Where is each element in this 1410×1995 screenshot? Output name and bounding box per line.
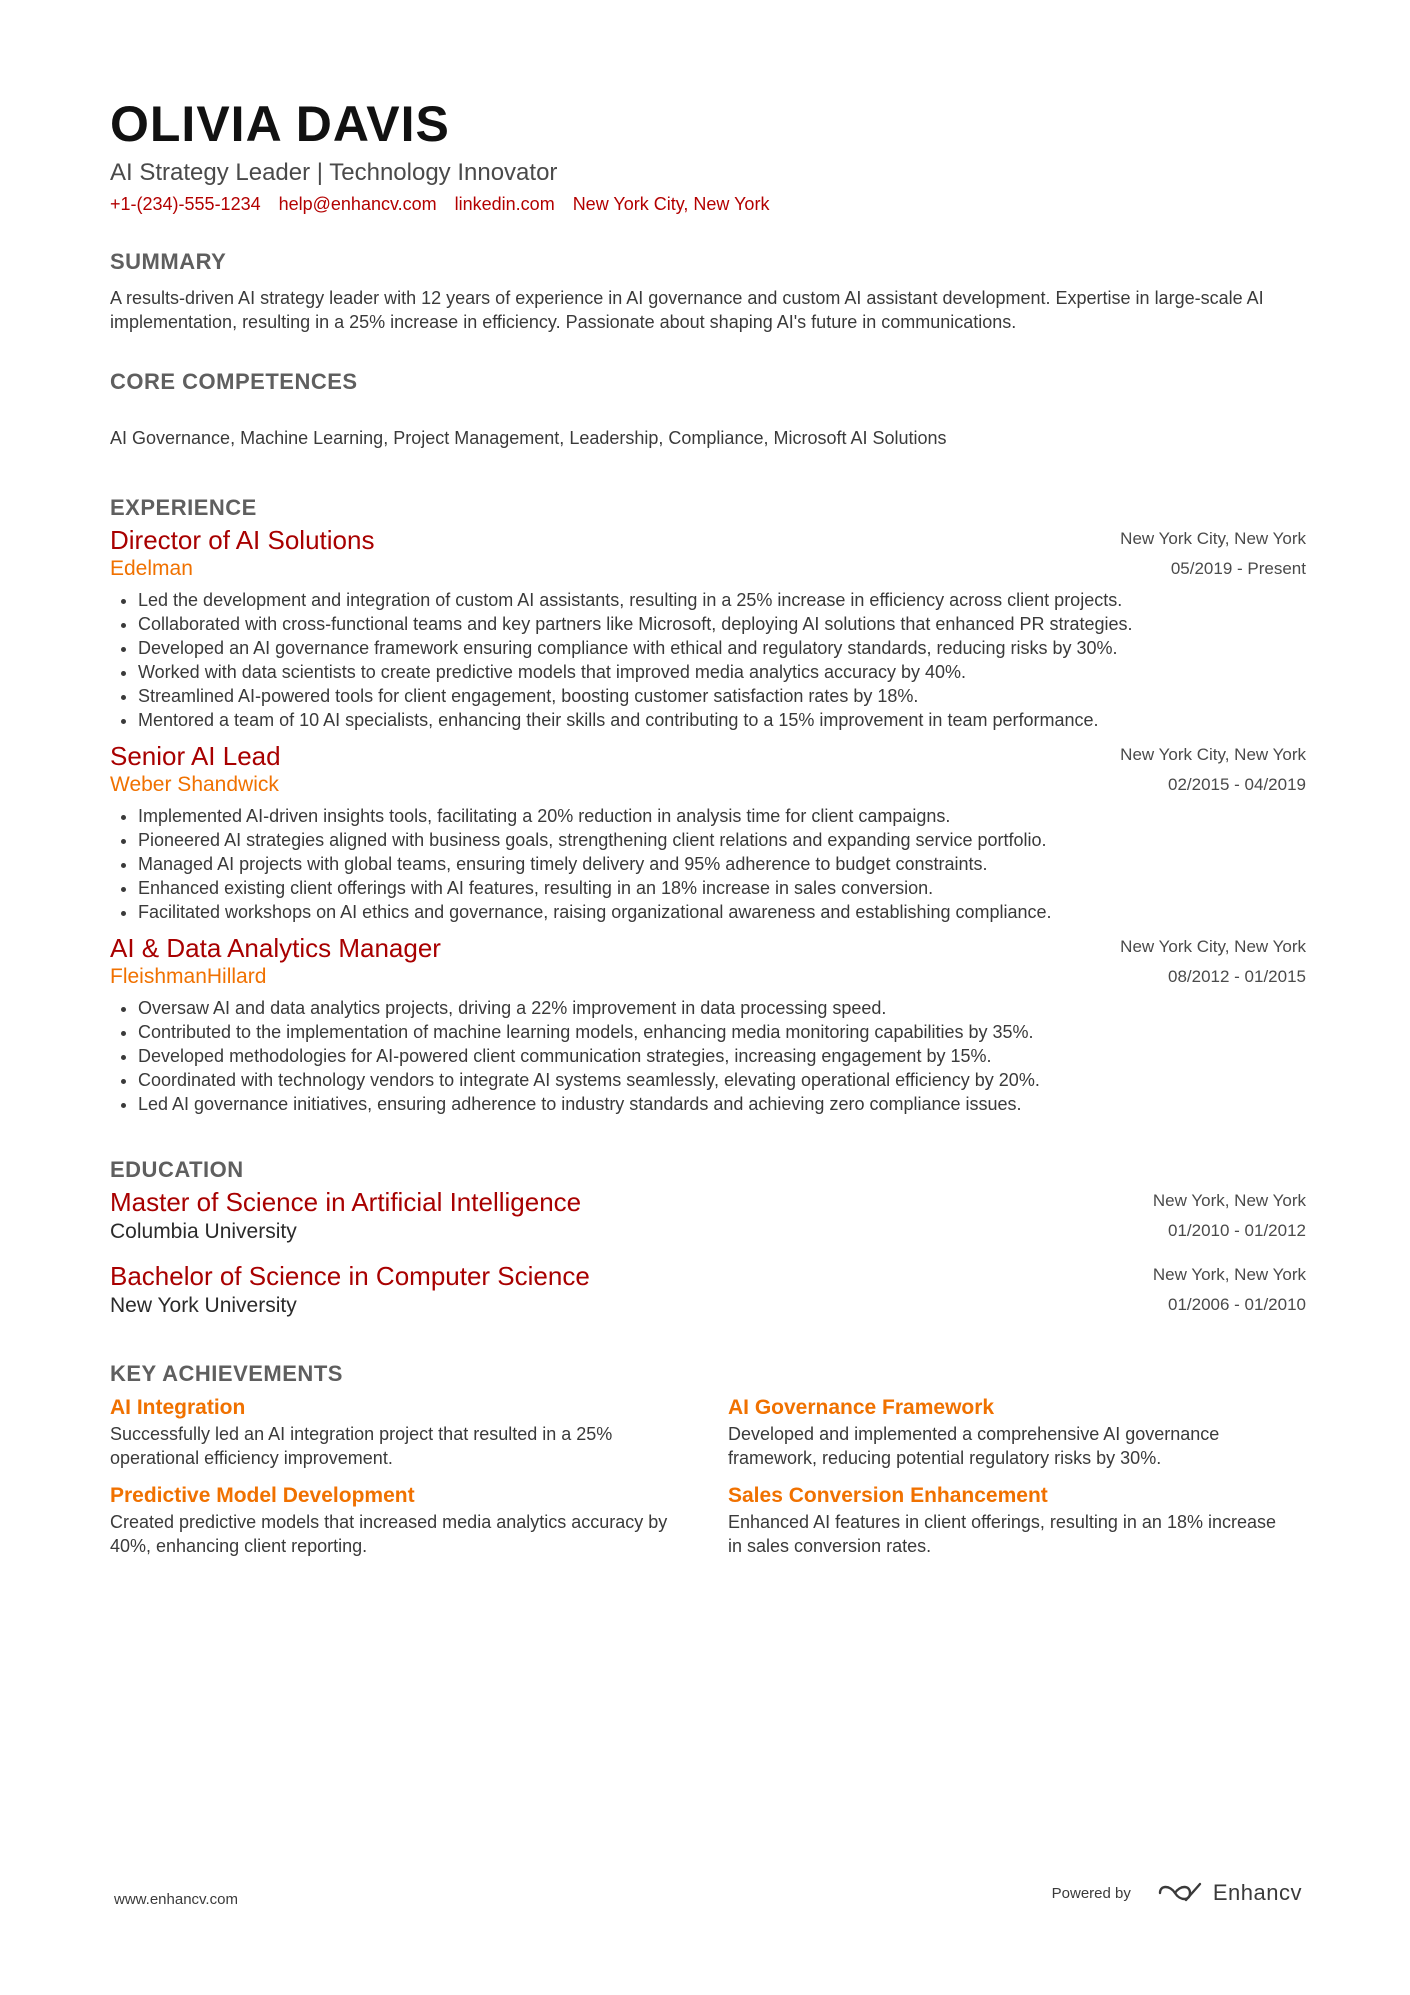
- list-item: • Implemented AI-driven insights tools, facilitating a 20% reduction in analysis time for client campaigns.: [138, 804, 1306, 828]
- job-bullets: [110, 588, 1306, 732]
- competence-item: Machine Learning,: [240, 428, 389, 448]
- list-item: • Oversaw AI and data analytics projects, driving a 22% improvement in data processing speed.: [138, 996, 1306, 1020]
- education-entry: [110, 1186, 1306, 1246]
- achievement-title: Sales Conversion Enhancement: [728, 1484, 1048, 1507]
- experience-section: [110, 494, 1306, 1116]
- job-entry: [110, 932, 1306, 1116]
- competence-item: Leadership,: [569, 428, 664, 448]
- competence-item: AI Governance,: [110, 428, 236, 448]
- job-company: FleishmanHillard: [110, 965, 267, 988]
- list-item: • Coordinated with technology vendors to integrate AI systems seamlessly, elevating operational efficiency by 20%.: [138, 1068, 1306, 1092]
- summary-text: A results-driven AI strategy leader with 12 years of experience in AI governance and custom AI assistant development. Expertise in large-scale AI implementation, resulting in a 25% increase in efficiency. Passionate about shaping AI's future in communications.: [110, 288, 1264, 332]
- contact-email[interactable]: help@enhancv.com: [278, 194, 437, 214]
- job-company: Weber Shandwick: [110, 773, 279, 796]
- education-dates: 01/2006 - 01/2010: [1167, 1295, 1306, 1314]
- school-name: New York University: [110, 1294, 297, 1317]
- job-company: Edelman: [110, 557, 193, 580]
- section-title-experience: EXPERIENCE: [110, 495, 257, 520]
- achievement-title: AI Integration: [110, 1396, 246, 1419]
- list-item: • Collaborated with cross-functional teams and key partners like Microsoft, deploying AI solutions that enhanced PR strategies.: [138, 612, 1306, 636]
- achievement-title: Predictive Model Development: [110, 1484, 415, 1507]
- competence-item: Compliance,: [668, 428, 769, 448]
- resume-page: [110, 96, 1306, 1558]
- achievement-item: [110, 1394, 728, 1470]
- job-dates: 02/2015 - 04/2019: [1167, 775, 1306, 794]
- section-title-summary: SUMMARY: [110, 249, 227, 274]
- list-item: • Managed AI projects with global teams, ensuring timely delivery and 95% adherence to budget constraints.: [138, 852, 1306, 876]
- achievements-section: [110, 1360, 1306, 1558]
- list-item: • Mentored a team of 10 AI specialists, enhancing their skills and contributing to a 15% improvement in team performance.: [138, 708, 1306, 732]
- contact-location: New York City, New York: [572, 194, 770, 214]
- job-dates: 05/2019 - Present: [1170, 559, 1306, 578]
- powered-by-label: Powered by: [1051, 1884, 1131, 1902]
- competence-item: Microsoft AI Solutions: [773, 428, 947, 448]
- education-section: [110, 1156, 1306, 1320]
- list-item: • Enhanced existing client offerings with AI features, resulting in an 18% increase in sales conversion.: [138, 876, 1306, 900]
- job-entry: [110, 524, 1306, 732]
- contact-row: [110, 192, 1306, 216]
- job-title: Director of AI Solutions: [110, 525, 375, 555]
- education-location: New York, New York: [1152, 1265, 1306, 1284]
- school-name: Columbia University: [110, 1220, 297, 1243]
- list-item: • Worked with data scientists to create predictive models that improved media analytics accuracy by 40%.: [138, 660, 1306, 684]
- summary-section: [110, 248, 1306, 334]
- list-item: • Developed an AI governance framework ensuring compliance with ethical and regulatory standards, reducing risks by 30%.: [138, 636, 1306, 660]
- job-bullets: [110, 804, 1306, 924]
- education-entry: [110, 1260, 1306, 1320]
- job-title: AI & Data Analytics Manager: [110, 933, 441, 963]
- list-item: • Led AI governance initiatives, ensuring adherence to industry standards and achieving zero compliance issues.: [138, 1092, 1306, 1116]
- achievements-grid: [110, 1394, 1306, 1558]
- job-dates: 08/2012 - 01/2015: [1167, 967, 1306, 986]
- achievement-item: [110, 1482, 728, 1558]
- list-item: • Contributed to the implementation of machine learning models, enhancing media monitoring capabilities by 35%.: [138, 1020, 1306, 1044]
- footer-branding: [1052, 1880, 1302, 1906]
- brand-name: Enhancv: [1212, 1880, 1302, 1905]
- contact-linkedin[interactable]: linkedin.com: [454, 194, 555, 214]
- education-dates: 01/2010 - 01/2012: [1167, 1221, 1306, 1240]
- achievement-text: Successfully led an AI integration project that resulted in a 25% operational efficiency improvement.: [110, 1424, 613, 1468]
- achievement-title: AI Governance Framework: [728, 1396, 995, 1419]
- list-item: • Developed methodologies for AI-powered client communication strategies, increasing engagement by 15%.: [138, 1044, 1306, 1068]
- headline: AI Strategy Leader | Technology Innovator: [110, 159, 558, 186]
- achievement-item: [728, 1394, 1306, 1470]
- achievement-text: Created predictive models that increased media analytics accuracy by 40%, enhancing client reporting.: [110, 1512, 668, 1556]
- degree-title: Master of Science in Artificial Intelligence: [110, 1187, 582, 1217]
- enhancv-logo-icon: [1157, 1880, 1203, 1906]
- job-location: New York City, New York: [1120, 745, 1306, 764]
- footer-website[interactable]: www.enhancv.com: [114, 1891, 238, 1908]
- candidate-name: OLIVIA DAVIS: [110, 96, 450, 152]
- education-location: New York, New York: [1152, 1191, 1306, 1210]
- section-title-achievements: KEY ACHIEVEMENTS: [110, 1361, 343, 1386]
- achievement-text: Developed and implemented a comprehensive AI governance framework, reducing potential regulatory risks by 30%.: [728, 1424, 1220, 1468]
- achievement-text: Enhanced AI features in client offerings, resulting in an 18% increase in sales conversion rates.: [728, 1512, 1277, 1556]
- competences-list: [110, 426, 1306, 450]
- list-item: • Pioneered AI strategies aligned with business goals, strengthening client relations and expanding service portfolio.: [138, 828, 1306, 852]
- list-item: • Streamlined AI-powered tools for client engagement, boosting customer satisfaction rates by 18%.: [138, 684, 1306, 708]
- job-bullets: [110, 996, 1306, 1116]
- section-title-competences: CORE COMPETENCES: [110, 369, 358, 394]
- competence-item: Project Management,: [393, 428, 565, 448]
- section-title-education: EDUCATION: [110, 1157, 244, 1182]
- list-item: • Led the development and integration of custom AI assistants, resulting in a 25% increase in efficiency across client projects.: [138, 588, 1306, 612]
- job-location: New York City, New York: [1120, 529, 1306, 548]
- brand-logo[interactable]: [1157, 1880, 1302, 1906]
- achievement-item: [728, 1482, 1306, 1558]
- job-location: New York City, New York: [1120, 937, 1306, 956]
- degree-title: Bachelor of Science in Computer Science: [110, 1261, 590, 1291]
- contact-phone[interactable]: +1-(234)-555-1234: [110, 194, 261, 214]
- list-item: • Facilitated workshops on AI ethics and governance, raising organizational awareness and establishing compliance.: [138, 900, 1306, 924]
- job-entry: [110, 740, 1306, 924]
- competences-section: [110, 368, 1306, 450]
- job-title: Senior AI Lead: [110, 741, 281, 771]
